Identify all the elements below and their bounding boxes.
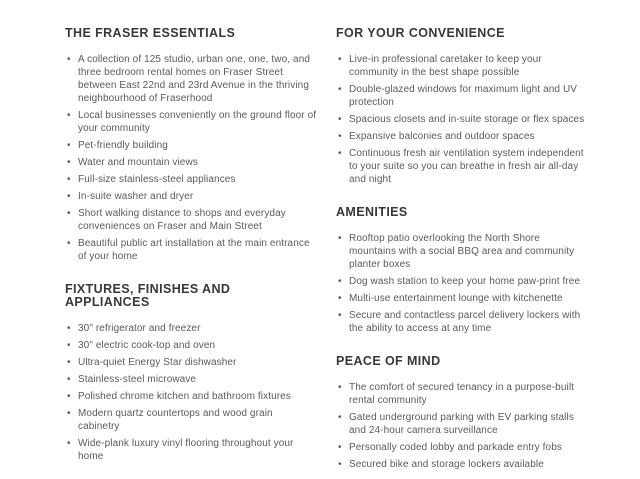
bullet-item: [67, 437, 317, 463]
bullet-dot-icon: •: [338, 131, 342, 142]
section-title: THE FRASER ESSENTIALS: [65, 26, 236, 40]
bullet-dot-icon: •: [67, 374, 71, 385]
left-column: [65, 27, 317, 467]
bullet-dot-icon: •: [67, 323, 71, 334]
bullet-item: [338, 441, 588, 454]
bullet-text: Spacious closets and in-suite storage or flex spaces: [349, 114, 585, 125]
bullet-item: [67, 156, 317, 169]
bullet-dot-icon: •: [67, 140, 71, 151]
bullet-item: [338, 53, 588, 79]
bullet-dot-icon: •: [338, 233, 342, 244]
bullet-item: [338, 130, 588, 143]
section-title: PEACE OF MIND: [336, 354, 441, 368]
bullet-dot-icon: •: [338, 148, 342, 159]
bullet-dot-icon: •: [67, 157, 71, 168]
bullet-list: [65, 53, 317, 263]
bullet-item: [67, 356, 317, 369]
bullet-text: Full-size stainless-steel appliances: [78, 174, 236, 185]
bullet-text: Secured bike and storage lockers available: [349, 459, 544, 470]
bullet-text: Water and mountain views: [78, 157, 198, 168]
bullet-dot-icon: •: [67, 391, 71, 402]
bullet-item: [67, 207, 317, 233]
feature-section: [65, 283, 317, 463]
bullet-dot-icon: •: [338, 310, 342, 321]
bullet-item: [67, 173, 317, 186]
bullet-list: [336, 53, 588, 186]
section-title: FOR YOUR CONVENIENCE: [336, 26, 505, 40]
bullet-list: [336, 232, 588, 335]
bullet-text: 30" refrigerator and freezer: [78, 323, 201, 334]
bullet-text: Wide-plank luxury vinyl flooring throughout your home: [78, 438, 294, 462]
bullet-item: [338, 309, 588, 335]
bullet-item: [67, 407, 317, 433]
bullet-dot-icon: •: [338, 459, 342, 470]
bullet-text: Stainless-steel microwave: [78, 374, 197, 385]
bullet-dot-icon: •: [67, 54, 71, 65]
bullet-item: [67, 390, 317, 403]
bullet-item: [67, 237, 317, 263]
section-title: AMENITIES: [336, 205, 408, 219]
bullet-dot-icon: •: [67, 174, 71, 185]
bullet-text: The comfort of secured tenancy in a purpose-built rental community: [349, 382, 575, 406]
bullet-text: Continuous fresh air ventilation system independent to your suite so you can breathe in fresh air all-day and night: [349, 148, 584, 185]
bullet-item: [67, 109, 317, 135]
bullet-item: [338, 232, 588, 271]
bullet-dot-icon: •: [338, 54, 342, 65]
bullet-dot-icon: •: [338, 114, 342, 125]
bullet-dot-icon: •: [338, 442, 342, 453]
bullet-text: Pet-friendly building: [78, 140, 168, 151]
bullet-text: Personally coded lobby and parkade entry fobs: [349, 442, 562, 453]
bullet-item: [67, 339, 317, 352]
bullet-text: Secure and contactless parcel delivery lockers with the ability to access at any time: [349, 310, 581, 334]
bullet-dot-icon: •: [67, 357, 71, 368]
bullet-item: [338, 411, 588, 437]
bullet-text: Double-glazed windows for maximum light and UV protection: [349, 84, 578, 108]
feature-section: [336, 27, 588, 186]
bullet-item: [67, 373, 317, 386]
bullet-text: Dog wash station to keep your home paw-print free: [349, 276, 581, 287]
bullet-item: [338, 113, 588, 126]
bullet-text: Local businesses conveniently on the ground floor of your community: [78, 110, 317, 134]
bullet-text: Expansive balconies and outdoor spaces: [349, 131, 535, 142]
bullet-text: Beautiful public art installation at the main entrance of your home: [78, 238, 310, 262]
bullet-text: A collection of 125 studio, urban one, one, two, and three bedroom rental homes on Fraser Street between East 22nd and 23rd Avenue in the thriving neighbourhood of Fraserhood: [78, 54, 311, 104]
bullet-text: Short walking distance to shops and everyday conveniences on Fraser and Main Street: [78, 208, 286, 232]
bullet-dot-icon: •: [338, 276, 342, 287]
bullet-item: [67, 139, 317, 152]
bullet-dot-icon: •: [338, 382, 342, 393]
bullet-text: Rooftop patio overlooking the North Shore mountains with a social BBQ area and community planter boxes: [349, 233, 575, 270]
bullet-dot-icon: •: [338, 84, 342, 95]
bullet-item: [338, 381, 588, 407]
bullet-dot-icon: •: [67, 238, 71, 249]
bullet-text: Multi-use entertainment lounge with kitchenette: [349, 293, 563, 304]
bullet-dot-icon: •: [338, 412, 342, 423]
bullet-item: [338, 458, 588, 471]
right-column: [336, 27, 588, 475]
bullet-dot-icon: •: [67, 438, 71, 449]
feature-section: [65, 27, 317, 263]
bullet-list: [65, 322, 317, 463]
bullet-dot-icon: •: [67, 191, 71, 202]
bullet-item: [67, 190, 317, 203]
bullet-dot-icon: •: [67, 340, 71, 351]
bullet-text: In-suite washer and dryer: [78, 191, 194, 202]
bullet-item: [338, 147, 588, 186]
bullet-item: [67, 53, 317, 105]
bullet-item: [338, 292, 588, 305]
bullet-dot-icon: •: [338, 293, 342, 304]
bullet-text: Gated underground parking with EV parking stalls and 24-hour camera surveillance: [349, 412, 574, 436]
bullet-dot-icon: •: [67, 208, 71, 219]
bullet-item: [67, 322, 317, 335]
feature-section: [336, 355, 588, 471]
bullet-text: Modern quartz countertops and wood grain cabinetry: [78, 408, 273, 432]
bullet-item: [338, 83, 588, 109]
bullet-text: Ultra-quiet Energy Star dishwasher: [78, 357, 237, 368]
bullet-text: 30" electric cook-top and oven: [78, 340, 216, 351]
bullet-list: [336, 381, 588, 471]
bullet-item: [338, 275, 588, 288]
bullet-dot-icon: •: [67, 408, 71, 419]
bullet-text: Polished chrome kitchen and bathroom fixtures: [78, 391, 291, 402]
section-title: FIXTURES, FINISHES AND APPLIANCES: [65, 282, 231, 309]
bullet-text: Live-in professional caretaker to keep your community in the best shape possible: [349, 54, 542, 78]
feature-section: [336, 206, 588, 335]
bullet-dot-icon: •: [67, 110, 71, 121]
